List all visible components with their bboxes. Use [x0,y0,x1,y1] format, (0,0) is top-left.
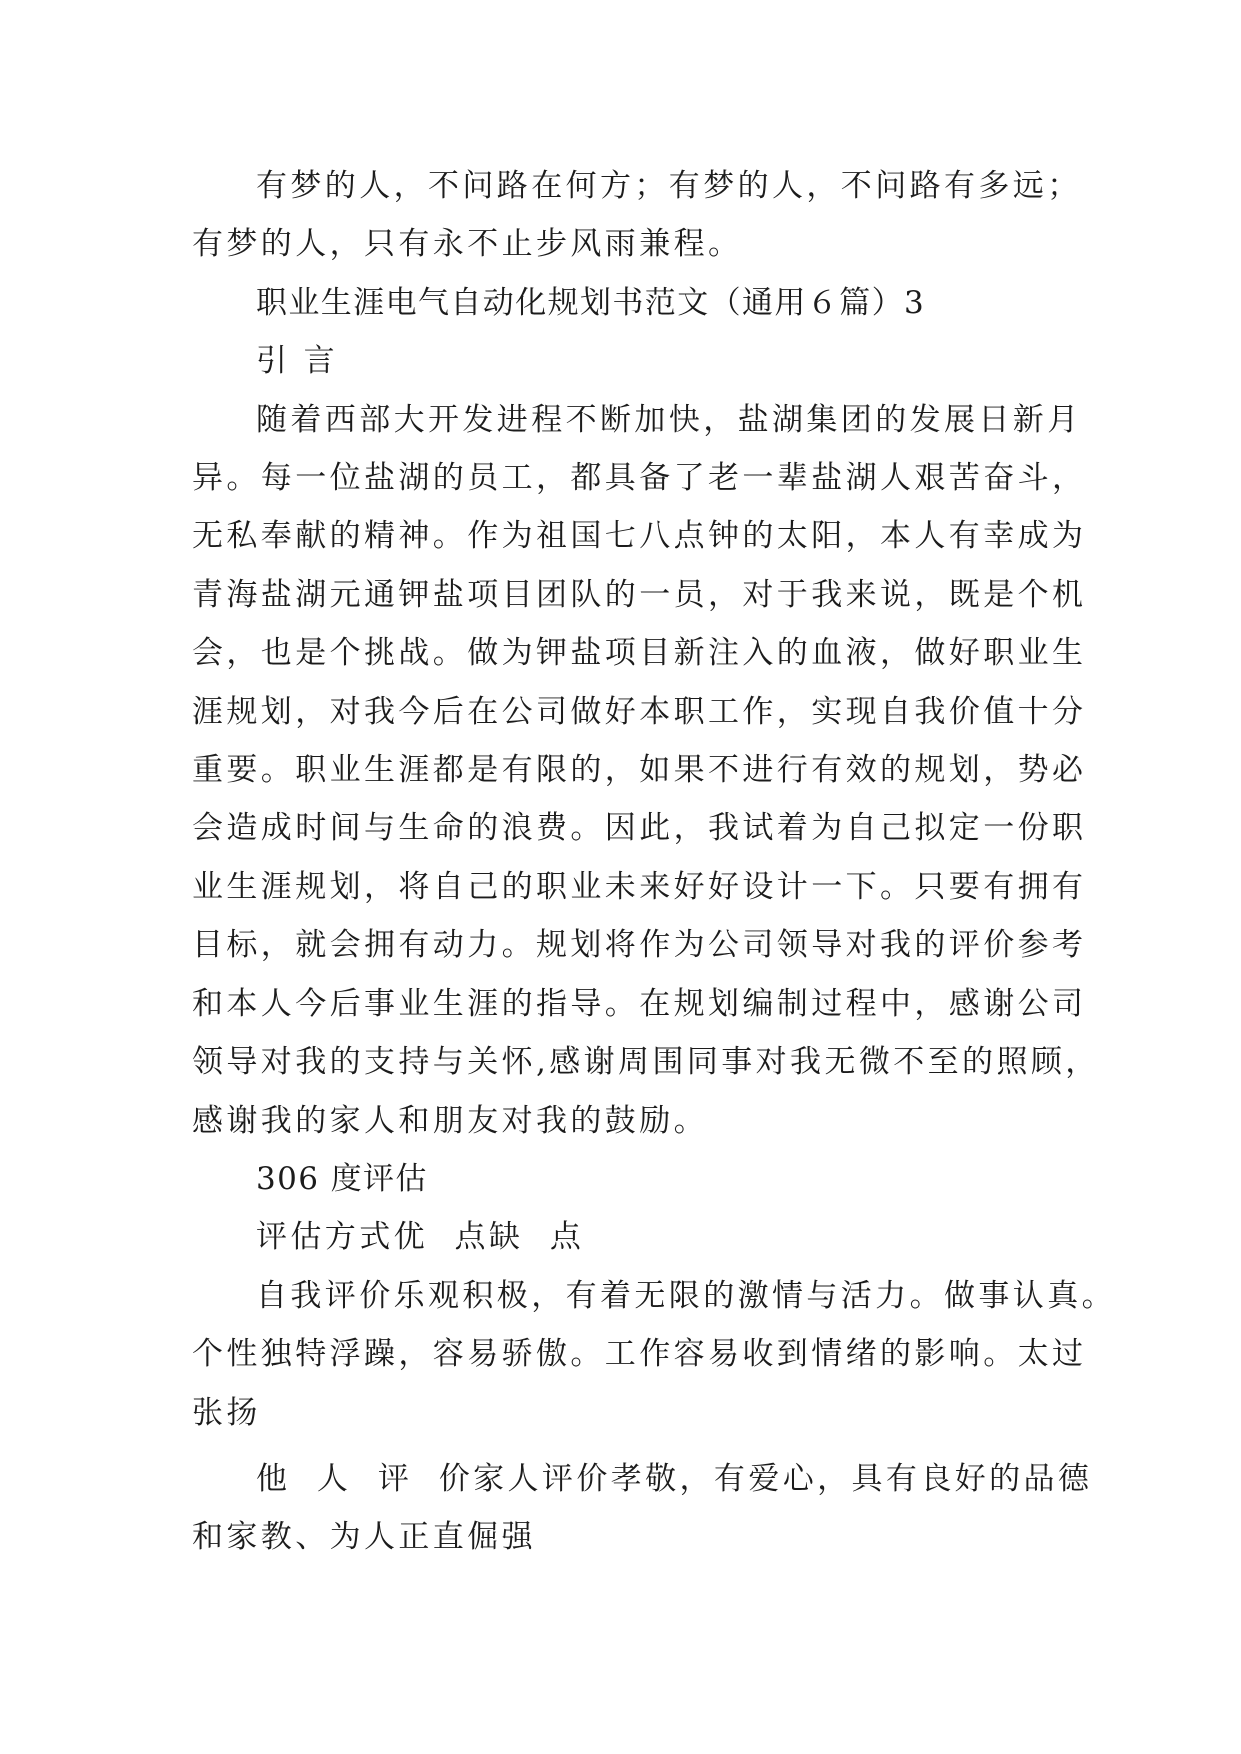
text-line: 感谢我的家人和朋友对我的鼓励。 [192,1102,708,1139]
text-line: 无私奉献的精神。作为祖国七八点钟的太阳，本人有幸成为 [192,518,1087,555]
text-line: 个性独特浮躁，容易骄傲。工作容易收到情绪的影响。太过 [192,1336,1087,1373]
other-evaluation-row [192,1450,1093,1567]
paragraph-intro [192,391,1100,1150]
text-line: 目标，就会拥有动力。规划将作为公司领导对我的评价参考 [192,927,1087,964]
self-evaluation-row [192,1267,1116,1442]
text-line: 会，也是个挑战。做为钾盐项目新注入的血液，做好职业生 [192,635,1087,672]
text-line: 青海盐湖元通钾盐项目团队的一员，对于我来说，既是个机 [192,576,1087,613]
evaluation-table-header: 评估方式优 点缺 点 [256,1219,585,1256]
text-line: 涯规划，对我今后在公司做好本职工作，实现自我价值十分 [192,693,1087,730]
text-line: 有梦的人，不问路在何方；有梦的人，不问路有多远； [256,168,1082,204]
text-line: 和家教、为人正直倔强 [192,1519,536,1556]
text-line: 张扬 [192,1394,261,1431]
text-line: 领导对我的支持与关怀,感谢周围同事对我无微不至的照顾， [192,1044,1100,1081]
section-heading-evaluation: 306 度评估 [256,1160,428,1197]
text-line: 有梦的人，只有永不止步风雨兼程。 [192,226,743,263]
document-title: 职业生涯电气自动化规划书范文（通用６篇）3 [256,284,926,321]
section-heading-intro: 引 言 [256,343,339,380]
text-line: 他 人 评 价家人评价孝敬，有爱心，具有良好的品德 [256,1460,1093,1497]
text-line: 随着西部大开发进程不断加快，盐湖集团的发展日新月 [256,401,1082,438]
text-line: 重要。职业生涯都是有限的，如果不进行有效的规划，势必 [192,752,1087,789]
text-line: 异。每一位盐湖的员工，都具备了老一辈盐湖人艰苦奋斗， [192,460,1087,497]
paragraph-dream [192,157,1082,274]
text-line: 自我评价乐观积极，有着无限的激情与活力。做事认真。 [256,1277,1116,1314]
text-line: 和本人今后事业生涯的指导。在规划编制过程中，感谢公司 [192,985,1087,1022]
document-body [192,157,1116,1567]
text-line: 业生涯规划，将自己的职业未来好好设计一下。只要有拥有 [192,868,1087,905]
text-line: 会造成时间与生命的浪费。因此，我试着为自己拟定一份职 [192,810,1087,847]
